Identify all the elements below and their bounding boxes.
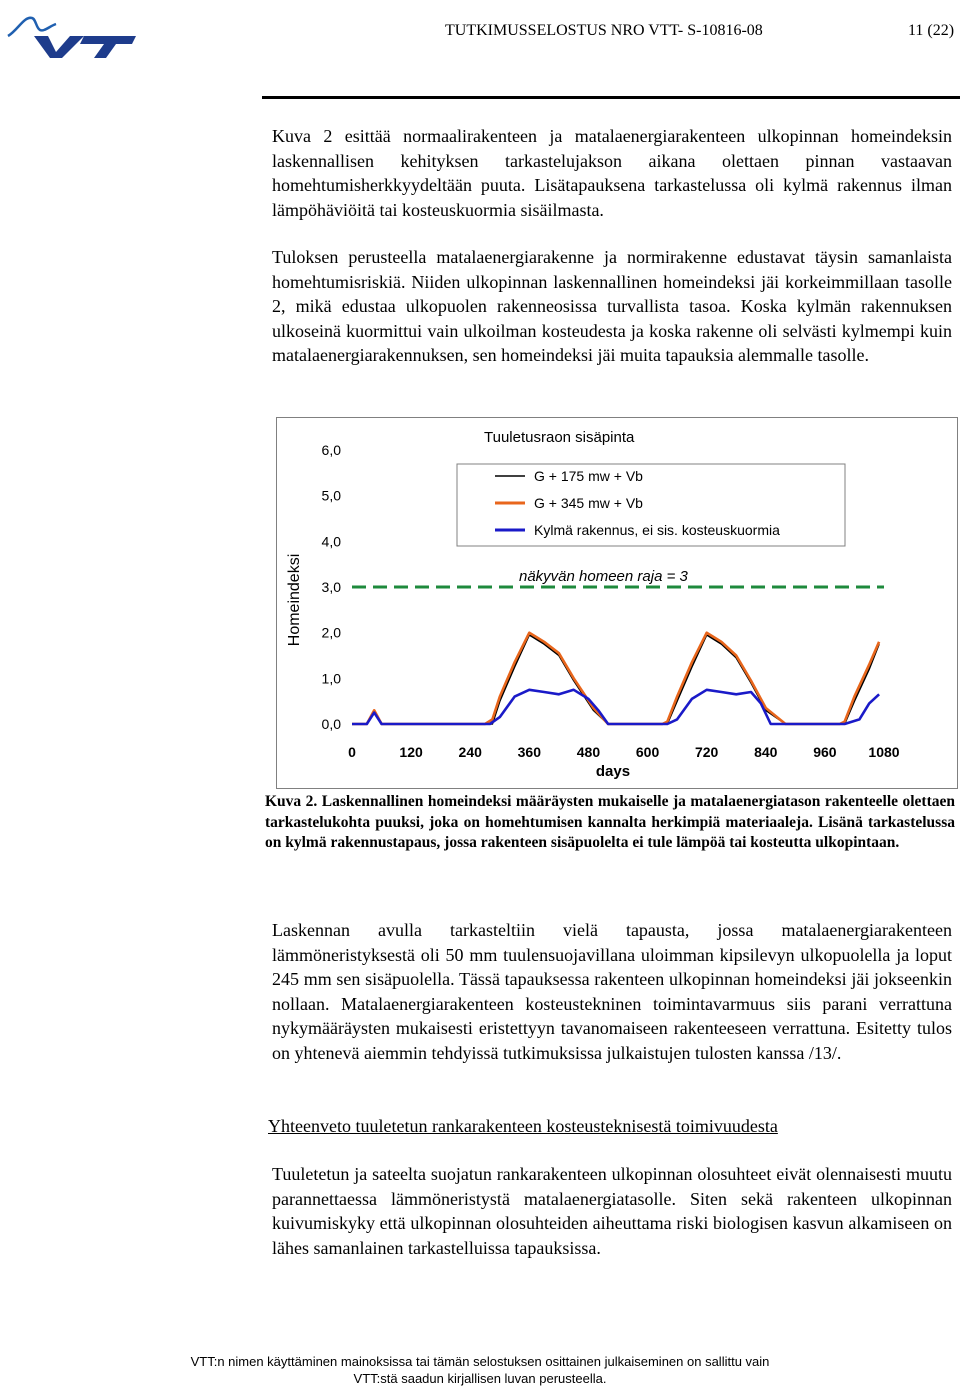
x-tick-label: 240: [458, 744, 482, 760]
vtt-logo: [4, 6, 144, 58]
x-tick-label: 720: [694, 744, 719, 760]
x-tick-label: 360: [517, 744, 542, 760]
legend-entry-3: Kylmä rakennus, ei sis. kosteuskuormia: [534, 522, 780, 538]
x-tick-label: 1080: [868, 744, 900, 760]
series-line-1: [352, 635, 879, 724]
legend-entry-2: G + 345 mw + Vb: [534, 495, 643, 511]
mould-index-chart: [277, 418, 957, 788]
y-tick-label: 1,0: [321, 670, 341, 687]
x-tick-label: 0: [348, 744, 356, 760]
y-tick-label: 4,0: [321, 533, 341, 550]
x-tick-label: 480: [576, 744, 601, 760]
chart-title: Tuuletusraon sisäpinta: [484, 429, 635, 446]
report-title: TUTKIMUSSELOSTUS NRO VTT- S-10816-08: [445, 22, 763, 39]
threshold-label: näkyvän homeen raja = 3: [519, 568, 688, 585]
footer-line-2: VTT:stä saadun kirjallisen luvan perusteella.: [353, 1371, 607, 1386]
legend: [457, 464, 845, 546]
paragraph-2: Tuloksen perusteella matalaenergiarakenne ja normirakenne edustavat täysin samanlaista homehtumisriskiä. Niiden ulkopinnan laskennallinen homeindeksi jäi korkeimmillaan tasolle 2, mikä edustaa ulkopuolen rakenneosissa turvallista tasoa. Koska kylmän rakennuksen ulkoseinä kuormittui vain ulkoilman kosteudesta ja koska rakenne oli selvästi kylmempi kuin matalaenergiarakennuksen, sen homeindeksi jäi muita tapauksia alemmalle tasolle.: [272, 247, 952, 365]
footer-line-1: VTT:n nimen käyttäminen mainoksissa tai tämän selostuksen osittainen julkaiseminen on sallittu vain: [190, 1354, 770, 1369]
paragraph-4: Tuuletetun ja sateelta suojatun rankarakenteen ulkopinnan olosuhteet eivät olennaisesti muutu parannettaessa lämmöneristystä matalaenergiatasolle. Siten sekä rakenteen ulkopinnan kuivumiskyky että ulkopinnan olosuhteiden aiheuttama riski biologisen kasvun alkamiseen on lähes samanlainen tarkastelluissa tapauksissa.: [272, 1164, 952, 1258]
series-line-2: [352, 633, 879, 724]
x-axis-label: days: [595, 763, 631, 780]
y-tick-label: 6,0: [321, 442, 341, 458]
x-tick-label: 120: [399, 744, 423, 760]
paragraph-3: Laskennan avulla tarkasteltiin vielä tapausta, jossa matalaenergiarakenteen lämmöneristyksestä oli 50 mm tuulensuojavillana uloimman kipsilevyn ulkopuolella ja loput 245 mm sen sisäpuolella. Tässä tapauksessa rakenteen ulkopinnan homeindeksi jäi jokseenkin nollaan. Matalaenergiarakenteen kosteustekninen toimintavarmuus siis parani verrattuna nykymääräysten mukaisesti eristettyyn tavanomaiseen rakenteeseen verrattuna. Esitetty tulos on yhtenevä aiemmin tehdyissä tutkimuksissa julkaistujen tulosten kanssa /13/.: [272, 920, 952, 1063]
figure-caption: Kuva 2. Laskennallinen homeindeksi määräysten mukaiselle ja matalaenergiatason rakenteelle olettaen tarkastelukohta puuksi, joka on homehtumisen kannalta herkimpiä materiaaleja. Lisänä tarkastelussa on kylmä rakennustapaus, jossa rakenteen sisäpuolelta ei tule lämpöä tai kosteutta ulkopintaan.: [265, 793, 955, 851]
legend-entry-1: G + 175 mw + Vb: [534, 468, 643, 484]
page-number: 11 (22): [908, 22, 955, 39]
paragraph-1: Kuva 2 esittää normaalirakenteen ja matalaenergiarakenteen ulkopinnan homeindeksin laskennallisen kehityksen tarkastelujakson aikana olettaen pinnan vastaavan homehtumisherkkyydeltään puuta. Lisätapauksena tarkastelussa oli kylmä rakennus ilman lämpöhäviöitä tai kosteuskuormia sisäilmasta.: [272, 126, 952, 220]
x-tick-label: 840: [754, 744, 778, 760]
y-tick-label: 5,0: [321, 487, 341, 504]
footer: [0, 1353, 960, 1387]
y-tick-label: 2,0: [321, 624, 341, 641]
x-tick-label: 960: [813, 744, 837, 760]
section-heading: Yhteenveto tuuletetun rankarakenteen kosteusteknisestä toimivuudesta: [268, 1116, 778, 1136]
chart-frame: [276, 417, 958, 789]
x-tick-label: 600: [635, 744, 660, 760]
y-axis-label: Homeindeksi: [286, 553, 303, 647]
series-line-3: [352, 690, 879, 724]
header-rule: [262, 96, 960, 99]
y-tick-label: 3,0: [321, 579, 341, 595]
y-tick-label: 0,0: [321, 716, 341, 732]
